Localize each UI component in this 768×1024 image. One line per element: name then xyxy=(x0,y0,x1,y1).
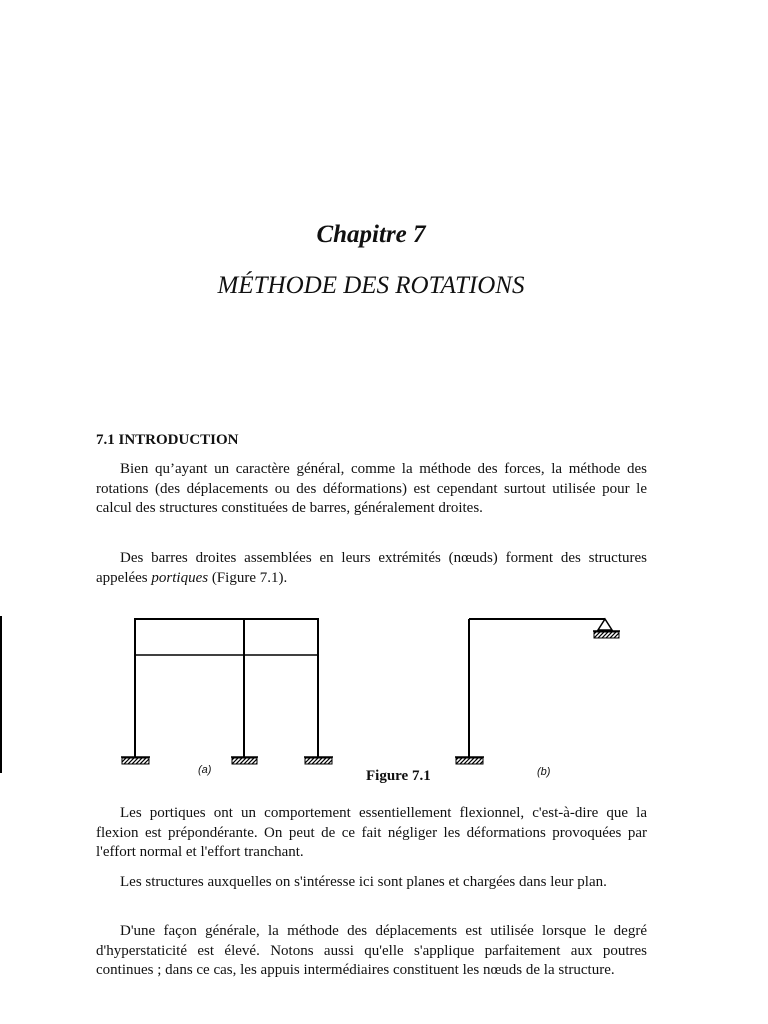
figure-caption: Figure 7.1 xyxy=(366,768,431,784)
fixed-support-icon xyxy=(455,757,484,764)
figure-label-a: (a) xyxy=(198,764,212,776)
chapter-title: MÉTHODE DES ROTATIONS xyxy=(217,272,525,299)
paragraph-planes: Les structures auxquelles on s'intéresse ici sont planes et chargées dans leur plan. xyxy=(120,874,607,890)
paragraph-portiques xyxy=(96,549,647,588)
paragraph-intro: Bien qu’ayant un caractère général, comme la méthode des forces, la méthode des rotations (des déplacements ou des déformations) est cependant surtout utilisée pour le calcul des structures constituées de barres, généralement droites. xyxy=(96,461,647,517)
figure-label-b: (b) xyxy=(537,766,551,778)
section-heading: 7.1 INTRODUCTION xyxy=(96,432,239,448)
fixed-support-icon xyxy=(121,757,150,764)
fixed-support-icon xyxy=(304,757,333,764)
paragraph-portiques-emphasis: portiques xyxy=(151,569,209,586)
frame-b xyxy=(469,619,605,757)
paragraph-portiques-text-1: Des barres droites assemblées en leurs extrémités (nœuds) forment des structures appelées xyxy=(96,550,647,586)
paragraph-hyperstaticite: D'une façon générale, la méthode des déplacements est utilisée lorsque le degré d'hyperstaticité est élevé. Notons aussi qu'elle s'applique parfaitement aux poutres continues ; dans ce cas, les appuis intermédiaires constituent les nœuds de la structure. xyxy=(96,923,647,979)
fixed-support-icon xyxy=(231,757,258,764)
frame-a-fixed-supports xyxy=(121,757,333,764)
paragraph-portiques-text-2: (Figure 7.1). xyxy=(208,569,288,586)
frame-a xyxy=(134,619,319,757)
scan-edge-rule xyxy=(0,616,2,773)
pin-support-icon xyxy=(593,619,620,638)
chapter-number: Chapitre 7 xyxy=(316,221,426,248)
paragraph-flexion: Les portiques ont un comportement essentiellement flexionnel, c'est-à-dire que la flexion est prépondérante. On peut de ce fait négliger les déformations provoquées par l'effort normal et l'effort tranchant. xyxy=(96,805,647,861)
frame-b-fixed-support xyxy=(455,757,484,764)
